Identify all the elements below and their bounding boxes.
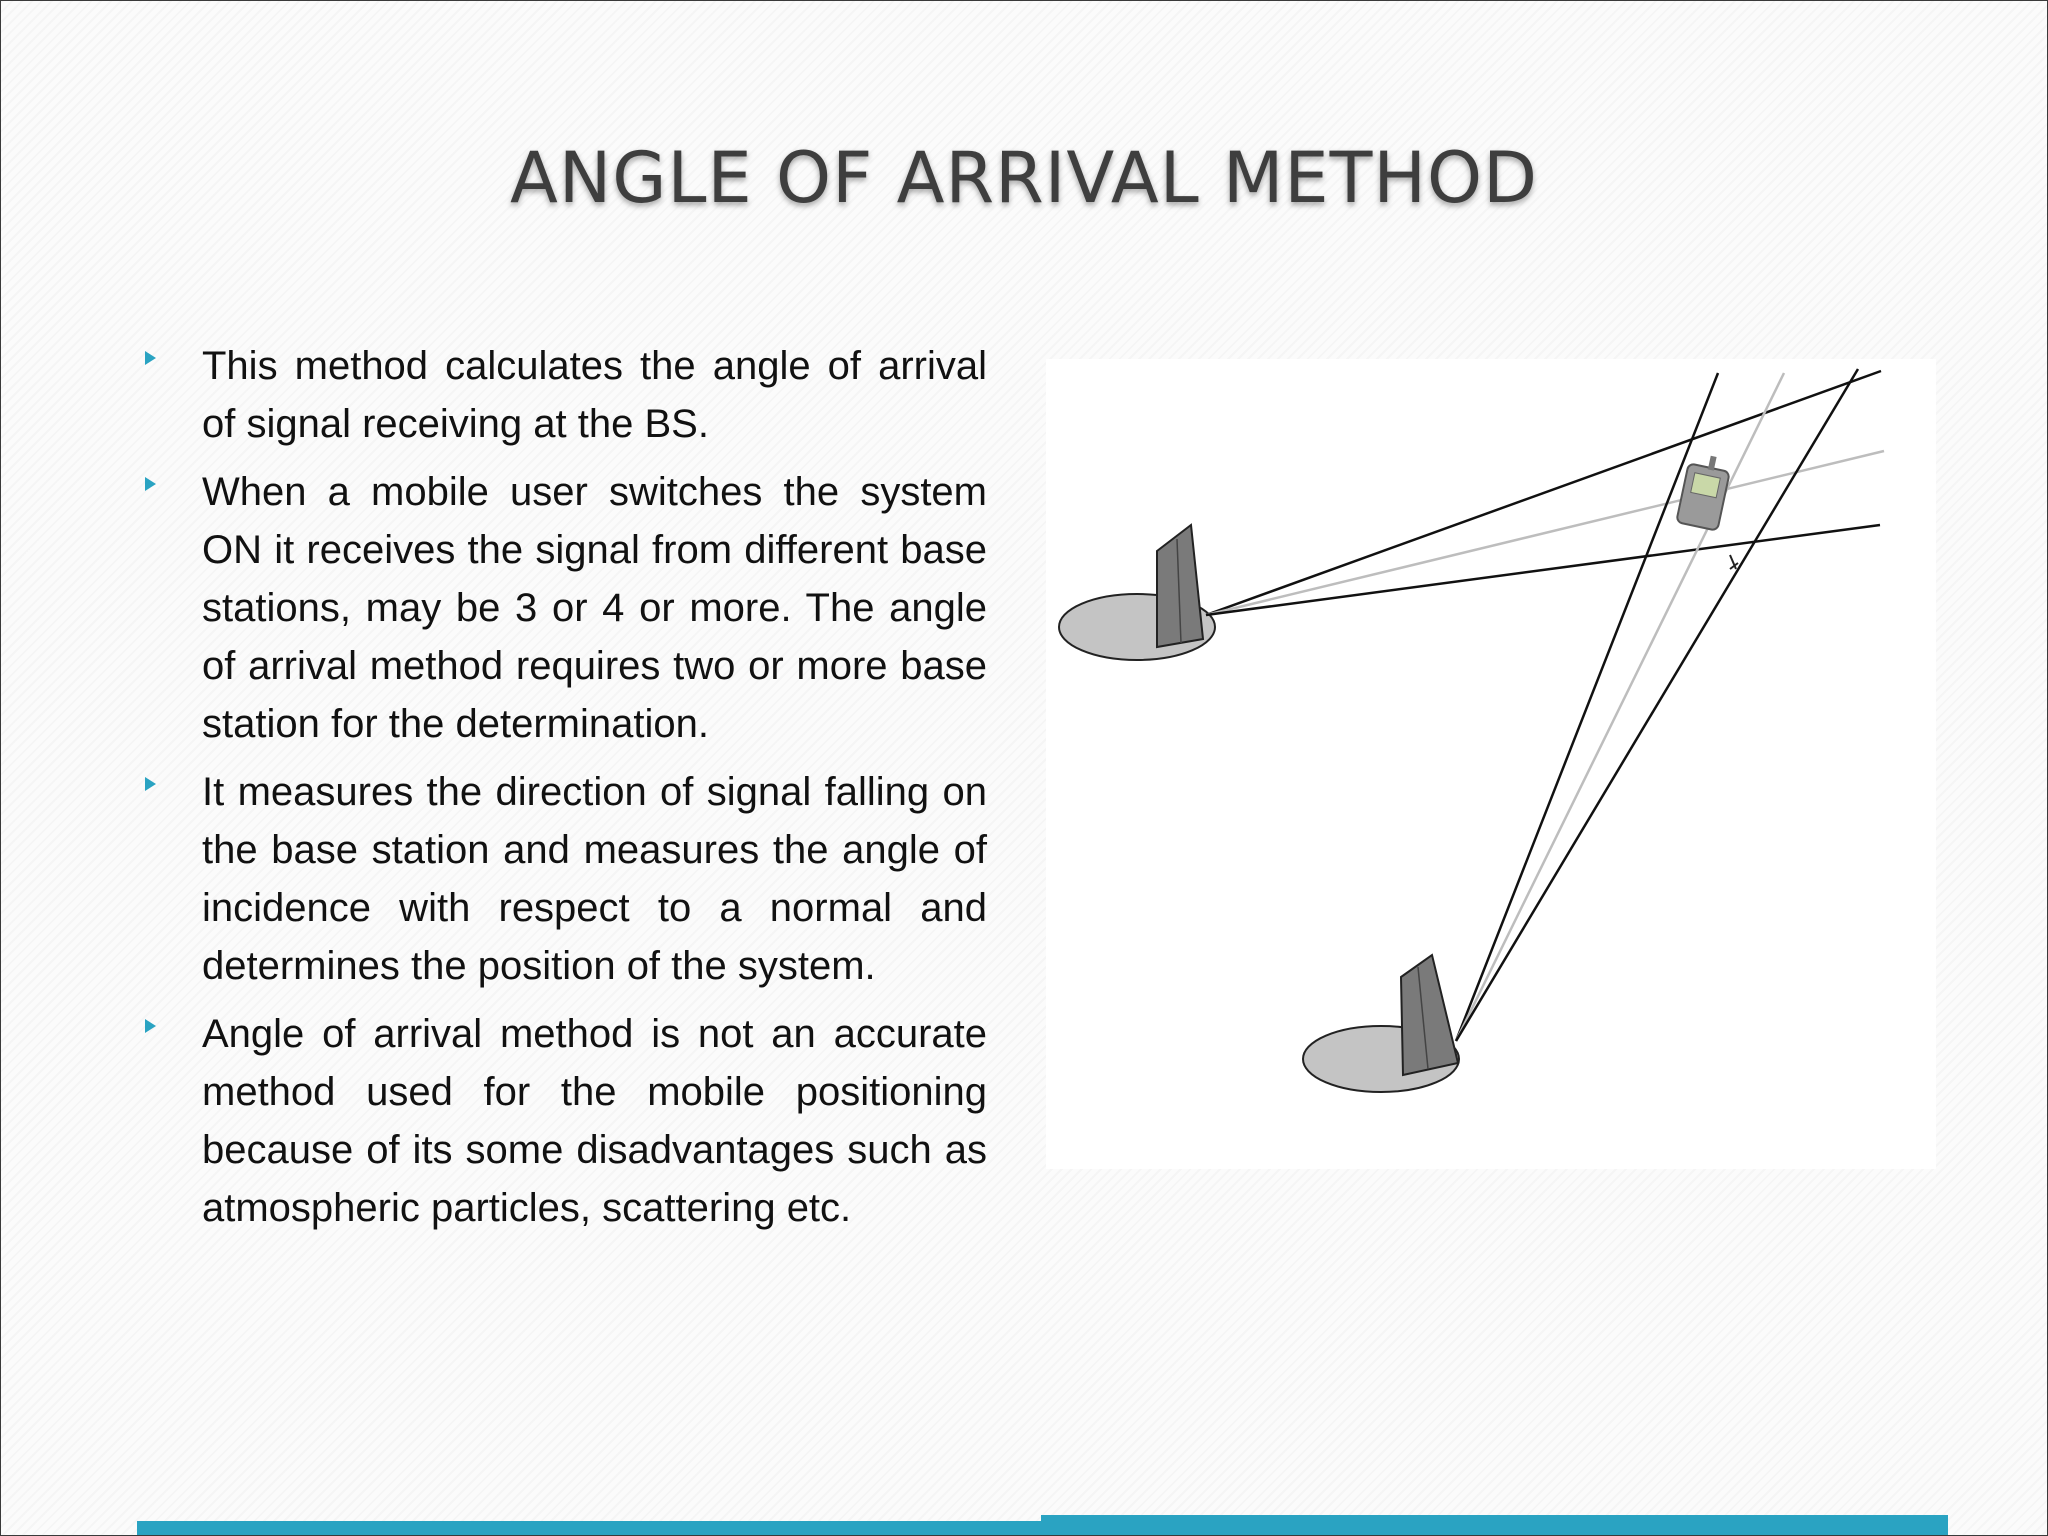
bottom-accent-bar-right [1041,1515,1948,1536]
slide-title: ANGLE OF ARRIVAL METHOD [510,137,1538,219]
bullet-text: Angle of arrival method is not an accurate method used for the mobile positioning because of its some disadvantages such as atmospheric particles, scattering etc. [202,1012,987,1230]
signal-lines-bs2 [1456,369,1858,1041]
base-station-1 [1059,525,1215,660]
bullet-item [141,463,987,753]
angle-of-arrival-diagram [1046,359,1936,1169]
diagram-svg [1046,359,1936,1169]
bullet-arrow-icon [145,777,156,791]
mobile-phone-icon [1676,456,1730,531]
bullet-text: When a mobile user switches the system ON it receives the signal from different base stations, may be 3 or 4 or more. The angle of arrival method requires two or more base station for the determination. [202,470,987,746]
bullet-arrow-icon [145,477,156,491]
bullet-text: This method calculates the angle of arrival of signal receiving at the BS. [202,344,987,446]
signal-lines-bs1 [1206,371,1884,615]
bullet-arrow-icon [145,1019,156,1033]
bullet-text: It measures the direction of signal falling on the base station and measures the angle of incidence with respect to a normal and determines the position of the system. [202,770,987,988]
bullet-item [141,1005,987,1237]
bullet-item [141,763,987,995]
base-station-2 [1303,955,1459,1092]
bullet-arrow-icon [145,351,156,365]
bullet-item [141,337,987,453]
bottom-accent-bar [137,1521,1042,1536]
bullet-list [141,337,987,1247]
